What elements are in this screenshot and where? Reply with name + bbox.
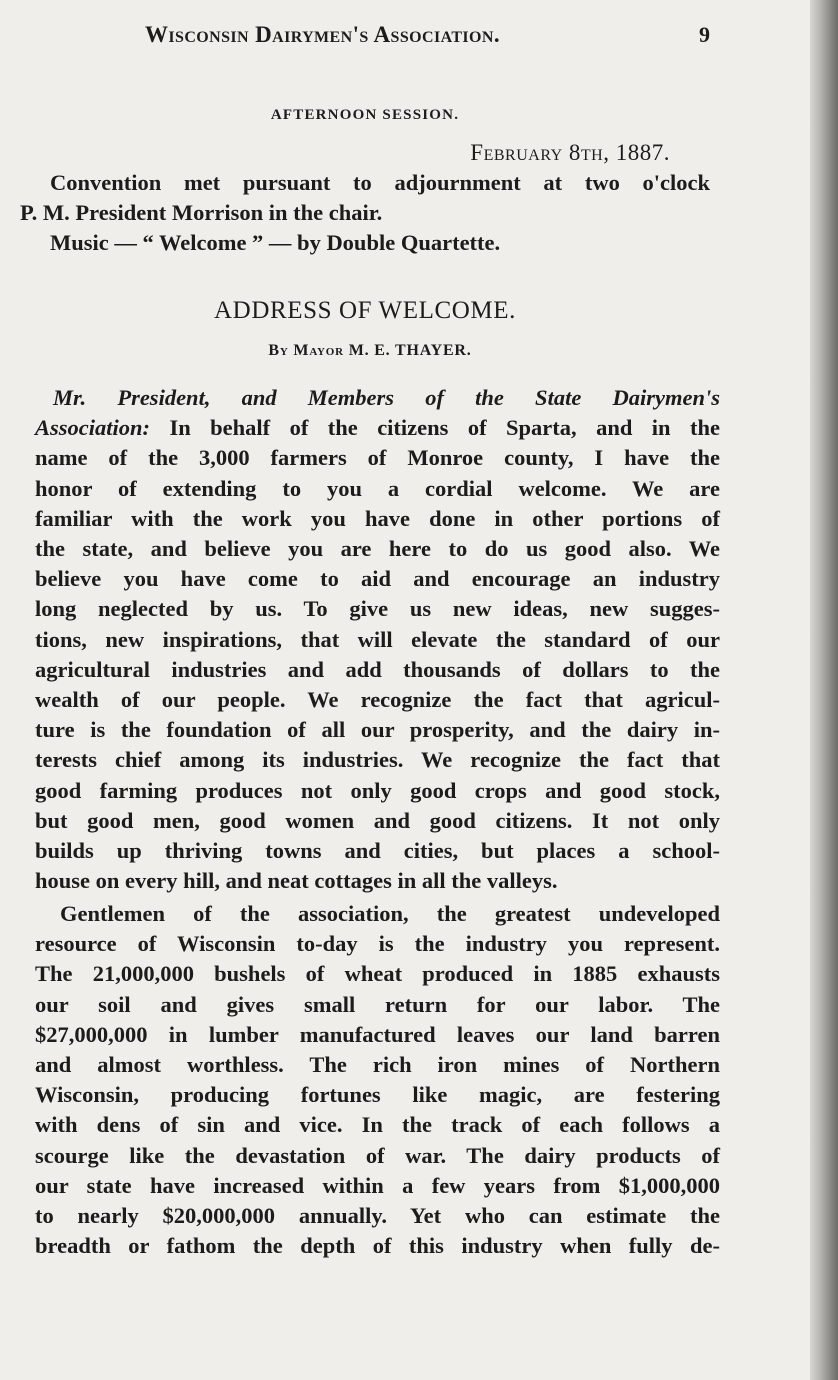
text-line: and almost worthless. The rich iron mines of Northern	[35, 1052, 720, 1078]
salutation-line-2	[35, 413, 720, 443]
text-line: but good men, good women and good citizens. It not only	[35, 807, 720, 833]
intro-paragraph	[50, 168, 710, 198]
address-paragraph-2	[35, 899, 720, 1261]
intro-line: Music — “ Welcome ” — by Double Quartette.	[50, 230, 501, 255]
page-header	[145, 22, 745, 56]
page-edge-shadow	[810, 0, 838, 1380]
text-line: tions, new inspirations, that will elevate the standard of our	[35, 626, 720, 652]
intro-paragraph-3	[50, 228, 730, 258]
text-line: with dens of sin and vice. In the track of each follows a	[35, 1112, 720, 1138]
text-line: the state, and believe you are here to do us good also. We	[35, 536, 720, 562]
address-paragraph-1	[35, 383, 720, 896]
byline-text: By Mayor M. E. THAYER.	[268, 342, 472, 359]
session-date	[470, 140, 670, 166]
text-line: name of the 3,000 farmers of Monroe county, I have the	[35, 445, 720, 471]
intro-paragraph-2	[20, 198, 700, 228]
text-line: scourge like the devastation of war. The dairy products of	[35, 1142, 720, 1168]
running-head: Wisconsin Dairymen's Association.	[145, 22, 500, 47]
text-line: long neglected by us. To give us new ideas, new sugges-	[35, 596, 720, 622]
text-line: familiar with the work you have done in other portions of	[35, 505, 720, 531]
text-line: agricultural industries and add thousands of dollars to the	[35, 656, 720, 682]
text-line: terests chief among its industries. We recognize the fact that	[35, 747, 720, 773]
salutation-italic: Association:	[35, 415, 151, 441]
text-line: breadth or fathom the depth of this industry when fully de-	[35, 1233, 720, 1259]
text-line: Wisconsin, producing fortunes like magic, are festering	[35, 1082, 720, 1108]
text-line: The 21,000,000 bushels of wheat produced in 1885 exhausts	[35, 961, 720, 987]
text-line: ture is the foundation of all our prosperity, and the dairy in-	[35, 717, 720, 743]
address-title: ADDRESS OF WELCOME.	[214, 297, 516, 324]
text-line: good farming produces not only good crops and good stock,	[35, 777, 720, 803]
address-byline	[0, 342, 740, 360]
text-line: resource of Wisconsin to-day is the industry you represent.	[35, 931, 720, 957]
salutation-line: Mr. President, and Members of the State Dairymen's	[53, 385, 720, 410]
text-line: our state have increased within a few years from $1,000,000	[35, 1172, 720, 1198]
salutation-rest: In behalf of the citizens of Sparta, and in the	[150, 415, 720, 441]
text-line: believe you have come to aid and encourage an industry	[35, 566, 720, 592]
session-date-text: February 8th, 1887.	[470, 140, 670, 165]
page-number: 9	[699, 22, 710, 47]
intro-line: Convention met pursuant to adjournment at two o'clock	[50, 170, 710, 195]
text-line: our soil and gives small return for our labor. The	[35, 991, 720, 1017]
intro-line: P. M. President Morrison in the chair.	[20, 200, 383, 225]
text-line: to nearly $20,000,000 annually. Yet who can estimate the	[35, 1203, 720, 1229]
text-line-last: house on every hill, and neat cottages in all the valleys.	[35, 868, 558, 894]
text-line: $27,000,000 in lumber manufactured leaves our land barren	[35, 1021, 720, 1047]
text-line: Gentlemen of the association, the greatest undeveloped	[60, 901, 720, 926]
text-line: builds up thriving towns and cities, but places a school-	[35, 838, 720, 864]
text-line: honor of extending to you a cordial welcome. We are	[35, 475, 720, 501]
text-line: wealth of our people. We recognize the fact that agricul-	[35, 687, 720, 713]
session-title: AFTERNOON SESSION.	[270, 107, 460, 123]
